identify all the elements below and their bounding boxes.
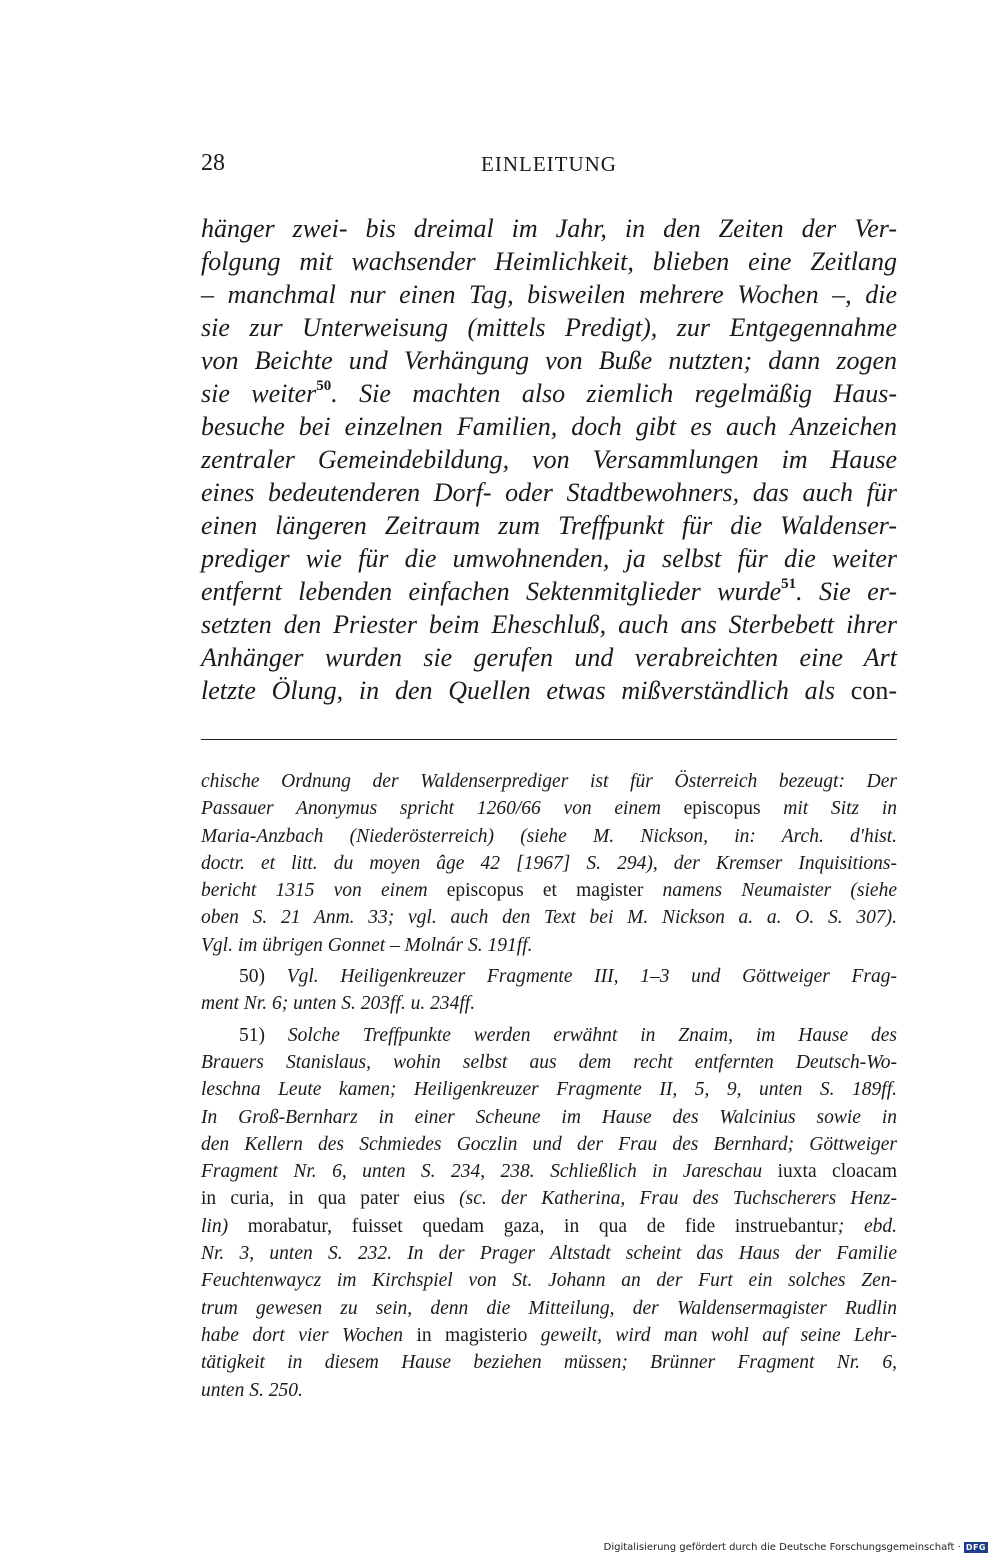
footnote-line: ment Nr. 6; unten S. 203ff. u. 234ff. bbox=[201, 993, 476, 1015]
footnote-51 bbox=[201, 1022, 897, 1404]
latin-quote: morabatur, fuisset quedam gaza, in qua de fide instruebantur bbox=[247, 1215, 838, 1237]
page-header bbox=[201, 150, 897, 184]
body-line: hänger zwei- bis dreimal im Jahr, in den Zeiten der Ver- bbox=[201, 214, 897, 243]
footnote-line: tätigkeit in diesem Hause beziehen müssen; Brünner Fragment Nr. 6, bbox=[201, 1352, 897, 1374]
body-line: sie weiter$^{50}$. Sie machten also ziemlich regelmäßig Haus- bbox=[201, 378, 898, 408]
footnote-line: in curia, in qua pater eius (sc. der Katherina, Frau des Tuchscherers Henz- bbox=[201, 1188, 897, 1210]
main-text bbox=[201, 212, 897, 707]
footnote-line: lin) morabatur, fuisset quedam gaza, in qua de fide instruebantur; ebd. bbox=[201, 1215, 897, 1237]
footnote-line: Feuchtenwaycz im Kirchspiel von St. Johann an der Furt ein solches Zen- bbox=[201, 1270, 897, 1292]
footnote-separator bbox=[201, 739, 897, 740]
footnote-50 bbox=[201, 963, 897, 1018]
footnotes bbox=[201, 768, 897, 1404]
footnote-ref: 51 bbox=[781, 576, 797, 593]
latin-quote: in magisterio bbox=[416, 1324, 528, 1346]
page-number: 28 bbox=[201, 150, 225, 176]
dfg-logo: DFG bbox=[965, 1543, 986, 1552]
latin-quote: episcopus bbox=[683, 798, 761, 820]
footnote-line: oben S. 21 Anm. 33; vgl. auch den Text bei M. Nickson a. a. O. S. 307). bbox=[201, 907, 897, 929]
body-line: besuche bei einzelnen Familien, doch gibt es auch Anzeichen bbox=[201, 412, 897, 441]
footnote-line: leschna Leute kamen; Heiligenkreuzer Fragmente II, 5, 9, unten S. 189ff. bbox=[201, 1079, 897, 1101]
footnote-line: Passauer Anonymus spricht 1260/66 von einem episcopus mit Sitz in bbox=[201, 798, 897, 820]
footnote-line: 50) Vgl. Heiligenkreuzer Fragmente III, 1–3 und Göttweiger Frag- bbox=[239, 966, 897, 988]
footnote-line: Brauers Stanislaus, wohin selbst aus dem recht entfernten Deutsch-Wo- bbox=[201, 1051, 897, 1073]
body-line: sie zur Unterweisung (mittels Predigt), zur Entgegennahme bbox=[201, 313, 897, 342]
footnote-number: 50) bbox=[239, 966, 287, 988]
body-line: letzte Ölung, in den Quellen etwas mißverständlich als con- bbox=[201, 676, 897, 705]
footnote-line: unten S. 250. bbox=[201, 1379, 303, 1401]
upright-text: con- bbox=[850, 676, 897, 705]
footnote-line: trum gewesen zu sein, denn die Mitteilung, der Waldensermagister Rudlin bbox=[201, 1297, 897, 1319]
footnote-line: chische Ordnung der Waldenserprediger ist für Österreich bezeugt: Der bbox=[201, 771, 897, 792]
body-line: zentraler Gemeindebildung, von Versammlungen im Hause bbox=[201, 445, 897, 474]
running-head: EINLEITUNG bbox=[481, 152, 617, 176]
footnote-line: bericht 1315 von einem episcopus et magister namens Neumaister (siehe bbox=[201, 880, 897, 902]
latin-quote: iuxta cloacam bbox=[777, 1161, 897, 1183]
footnote-ref: 50 bbox=[316, 378, 332, 395]
body-line: einen längeren Zeitraum zum Treffpunkt für die Waldenser- bbox=[201, 511, 897, 540]
latin-quote: episcopus et magister bbox=[446, 880, 644, 902]
body-line: prediger wie für die umwohnenden, ja selbst für die weiter bbox=[201, 544, 897, 573]
digitization-credit bbox=[604, 1542, 988, 1553]
footnote-number: 51) bbox=[239, 1024, 288, 1046]
footnote-line: Vgl. im übrigen Gonnet – Molnár S. 191ff. bbox=[201, 934, 533, 956]
footnote-line: Maria-Anzbach (Niederösterreich) (siehe M. Nickson, in: Arch. d'hist. bbox=[201, 825, 897, 847]
credit-text: Digitalisierung gefördert durch die Deutsche Forschungsgemeinschaft · bbox=[603, 1542, 961, 1553]
body-line: von Beichte und Verhängung von Buße nutzten; dann zogen bbox=[201, 346, 897, 375]
body-line: folgung mit wachsender Heimlichkeit, blieben eine Zeitlang bbox=[201, 247, 897, 276]
footnote-continuation bbox=[201, 768, 897, 959]
footnote-line: 51) Solche Treffpunkte werden erwähnt in Znaim, im Hause des bbox=[239, 1024, 898, 1046]
latin-quote: in curia, in qua pater eius bbox=[201, 1188, 445, 1210]
footnote-line: habe dort vier Wochen in magisterio geweilt, wird man wohl auf seine Lehr- bbox=[201, 1324, 897, 1346]
footnote-line: Fragment Nr. 6, unten S. 234, 238. Schließlich in Jareschau iuxta cloacam bbox=[201, 1161, 897, 1183]
body-line: setzten den Priester beim Eheschluß, auch ans Sterbebett ihrer bbox=[201, 610, 897, 639]
footnote-line: den Kellern des Schmiedes Goczlin und der Frau des Bernhard; Göttweiger bbox=[201, 1133, 897, 1155]
footnote-line: Nr. 3, unten S. 232. In der Prager Altstadt scheint das Haus der Familie bbox=[201, 1243, 897, 1265]
body-line: Anhänger wurden sie gerufen und verabreichten eine Art bbox=[201, 643, 897, 672]
body-line: – manchmal nur einen Tag, bisweilen mehrere Wochen –, die bbox=[201, 280, 897, 309]
body-line: eines bedeutenderen Dorf- oder Stadtbewohners, das auch für bbox=[201, 478, 897, 507]
footnote-line: In Groß-Bernharz in einer Scheune im Hause des Walcinius sowie in bbox=[201, 1106, 897, 1128]
footnote-line: doctr. et litt. du moyen âge 42 [1967] S. 294), der Kremser Inquisitions- bbox=[201, 852, 897, 874]
body-line: entfernt lebenden einfachen Sektenmitglieder wurde$^{51}$. Sie er- bbox=[201, 576, 898, 606]
